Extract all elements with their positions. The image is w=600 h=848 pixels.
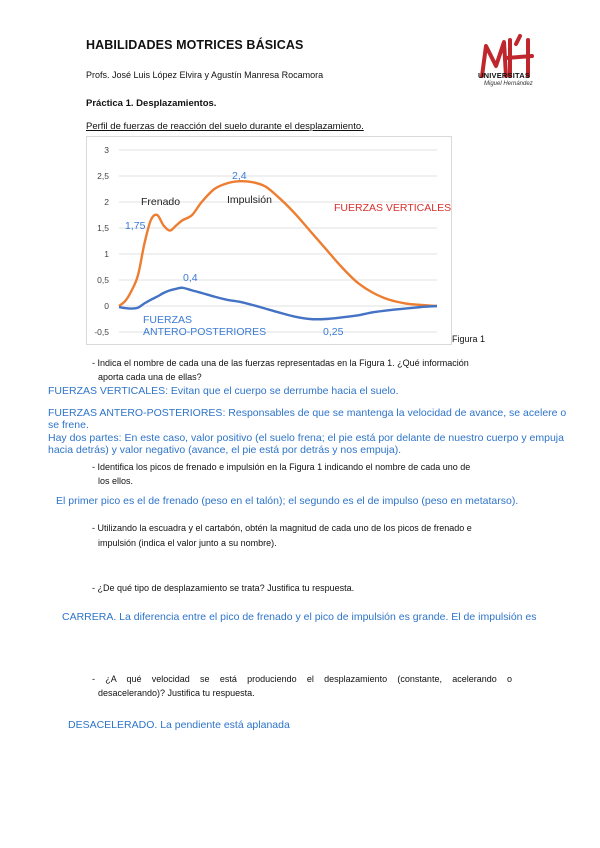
annotation-0-4: 0,4: [183, 272, 198, 284]
answer-5: DESACELERADO. La pendiente está aplanada: [68, 719, 290, 731]
logo-universitas: UNIVERSITAS: [478, 71, 531, 80]
label-fuerzas-ap-line2: ANTERO-POSTERIORES: [143, 326, 267, 338]
answer-1-p2: FUERZAS ANTERO-POSTERIORES: Responsables de que se mantenga la velocidad de avance, se acelere o se frene.: [48, 407, 567, 431]
practice-title: Práctica 1. Desplazamientos.: [86, 98, 217, 109]
question-5-line1: - ¿A qué velocidad se está produciendo el desplazamiento (constante, acelerando o: [92, 674, 512, 684]
question-1-line1: - Indica el nombre de cada una de las fuerzas representadas en la Figura 1. ¿Qué información: [92, 358, 469, 368]
figure-heading: Perfil de fuerzas de reacción del suelo durante el desplazamiento.: [86, 121, 364, 132]
document-title: HABILIDADES MOTRICES BÁSICAS: [86, 38, 304, 52]
question-4: - ¿De qué tipo de desplazamiento se trata? Justifica tu respuesta.: [92, 583, 355, 593]
answer-1-p1: FUERZAS VERTICALES: Evitan que el cuerpo se derrumbe hacia el suelo.: [48, 385, 399, 397]
y-tick-label: -0,5: [94, 327, 109, 337]
annotation-2-4: 2,4: [232, 170, 247, 182]
y-tick-label: 0,5: [97, 275, 109, 285]
question-2-line2: los ellos.: [98, 476, 134, 486]
authors-line: Profs. José Luis López Elvira y Agustín Manresa Rocamora: [86, 70, 324, 80]
y-tick-label: 2,5: [97, 171, 109, 181]
answer-2: El primer pico es el de frenado (peso en el talón); el segundo es el de impulso (peso en metatarso).: [56, 495, 519, 507]
y-tick-label: 2: [104, 197, 109, 207]
question-3-line1: - Utilizando la escuadra y el cartabón, obtén la magnitud de cada uno de los picos de frenado e: [92, 523, 472, 533]
y-tick-label: 0: [104, 301, 109, 311]
force-chart: [86, 136, 452, 345]
figure-caption: Figura 1: [452, 334, 486, 344]
question-3-line2: impulsión (indica el valor junto a su nombre).: [98, 538, 277, 548]
question-5-line2: desacelerando)? Justifica tu respuesta.: [98, 688, 255, 698]
answer-1-p3: Hay dos partes: En este caso, valor positivo (el suelo frena; el pie está por delante de nuestro cuerpo y empuja hacia detrás) y valor negativo (avance, el pie está por detrás y nos empuja).: [48, 432, 564, 456]
question-1-line2: aporta cada una de ellas?: [98, 372, 202, 382]
label-fuerzas-verticales: FUERZAS VERTICALES: [334, 202, 452, 214]
annotation-frenado: Frenado: [141, 196, 181, 208]
annotation-0-25: 0,25: [323, 326, 344, 338]
y-tick-label: 1,5: [97, 223, 109, 233]
question-2-line1: - Identifica los picos de frenado e impulsión en la Figura 1 indicando el nombre de cada uno de: [92, 462, 471, 472]
logo-miguel-hernandez: Miguel Hernández: [484, 81, 533, 87]
label-fuerzas-ap-line1: FUERZAS: [143, 314, 193, 326]
annotation-impulsion: Impulsión: [227, 194, 272, 206]
y-tick-label: 1: [104, 249, 109, 259]
answer-4: CARRERA. La diferencia entre el pico de frenado y el pico de impulsión es grande. El de impulsión es: [62, 611, 537, 623]
annotation-1-75: 1,75: [125, 220, 146, 232]
y-tick-label: 3: [104, 145, 109, 155]
